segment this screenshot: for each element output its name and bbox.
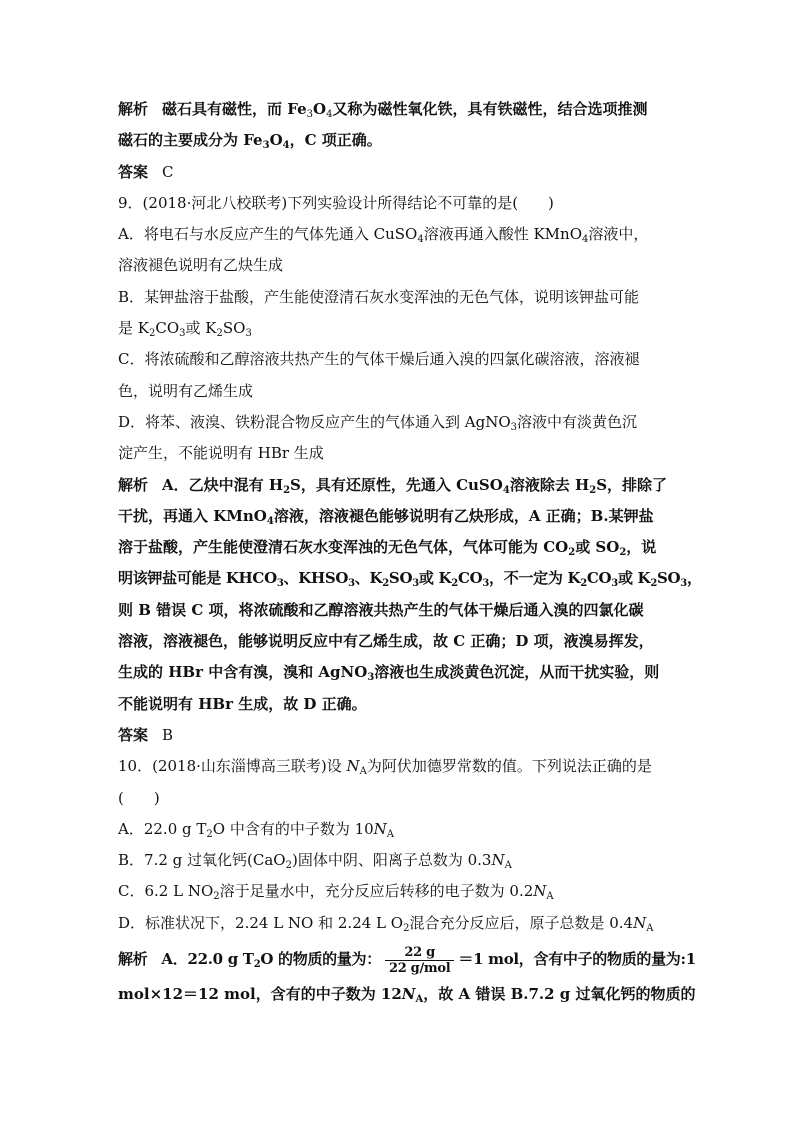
- option-b-cont: 是 $K_2CO_3$或 $K_2SO_3$: [118, 319, 252, 340]
- explanation-line: 干扰，再通入 KMnO$_4$溶液，溶液褪色能够说明有乙炔形成，A 正确；B.某钾盐: [118, 506, 654, 527]
- answer-value: C: [162, 162, 174, 181]
- explanation-line: 不能说明有 HBr 生成，故 D 正确。: [118, 694, 367, 713]
- explanation-line: 解析 A．乙炔中混有 $H_2S$，具有还原性，先通入 CuSO$_4$溶液除去 $H_2S$，排除了: [118, 475, 668, 496]
- option-a: A．22.0 g $T_2O$ 中含有的中子数为 $10N_A$: [118, 819, 395, 840]
- question-stem: 10．(2018·山东淄博高三联考)设 $N_A$为阿伏加德罗常数的值。下列说法正确的是: [118, 757, 652, 778]
- explanation-line: 则 B 错误 C 项，将浓硫酸和乙醇溶液共热产生的气体干燥后通入溴的四氯化碳: [118, 600, 644, 619]
- option-a-cont: 溶液褪色说明有乙炔生成: [118, 256, 284, 275]
- option-d: D．将苯、液溴、铁粉混合物反应产生的气体通入到 AgNO$_3$溶液中有淡黄色沉: [118, 412, 638, 433]
- explanation-label: 解析: [118, 475, 149, 494]
- option-d-cont: 淀产生，不能说明有 HBr 生成: [118, 444, 324, 463]
- answer-line: [118, 157, 678, 188]
- option-d: D．标准状况下，2.24 L NO 和 2.24 L $O_2$混合充分反应后，原子总数是 $0.4N_A$: [118, 913, 654, 934]
- option-b: B．某钾盐溶于盐酸，产生能使澄清石灰水变浑浊的无色气体，说明该钾盐可能: [118, 287, 640, 306]
- explanation-line: 生成的 HBr 中含有溴，溴和 AgNO$_3$溶液也生成淡黄色沉淀，从而干扰实验，则: [118, 663, 660, 684]
- option-a: A．将电石与水反应产生的气体先通入 CuSO$_4$溶液再通入酸性 KMnO$_4$溶液中，: [118, 225, 649, 246]
- explanation-line: 溶液，溶液褪色，能够说明反应中有乙烯生成，故 C 正确；D 项，液溴易挥发，: [118, 632, 654, 651]
- answer-label: 答案: [118, 725, 149, 744]
- option-b: B．7.2 g 过氧化钙(CaO$_2$)固体中阴、阳离子总数为 $0.3N_A$: [118, 851, 512, 872]
- fraction: $\frac{22 g}{\text{22 g/mol}}$: [385, 945, 454, 976]
- question-stem: 9．(2018·河北八校联考)下列实验设计所得结论不可靠的是( ): [118, 193, 554, 212]
- option-c: C．6.2 L $NO_2$溶于足量水中，充分反应后转移的电子数为 $0.2N_A$: [118, 882, 554, 903]
- explanation-line: 解析 磁石具有磁性，而 $Fe_3O_4$又称为磁性氧化铁，具有铁磁性，结合选项推测: [118, 100, 648, 120]
- explanation-line: 解析 A．22.0 g $T_2O$ 的物质的量为： $\frac{22 g}{\text{22 g/mol}}$ ＝1 mol，含有中子的物质的量为:1: [118, 944, 696, 976]
- answer-label: 答案: [118, 162, 149, 181]
- explanation-line: 明该钾盐可能是 $KHCO_3$、$KHSO_3$、$K_2SO_3$或 $K_2CO_3$，不一定为 $K_2CO_3$或 $K_2SO_3$，: [118, 569, 702, 590]
- explanation-label: 解析: [118, 100, 149, 118]
- option-c: C．将浓硫酸和乙醇溶液共热产生的气体干燥后通入溴的四氯化碳溶液，溶液褪: [118, 350, 640, 369]
- document-page: [118, 94, 702, 1010]
- answer-line: [118, 720, 678, 751]
- explanation-line: 溶于盐酸，产生能使澄清石灰水变浑浊的无色气体，气体可能为 $CO_2$或 $SO_2$，说: [118, 538, 657, 559]
- explanation-line: 磁石的主要成分为 $Fe_3O_4$，C 项正确。: [118, 131, 382, 152]
- explanation-line: mol×12＝12 mol，含有的中子数为 $12N_A$，故 A 错误 B.7.2 g 过氧化钙的物质的: [118, 985, 696, 1006]
- option-c-cont: 色，说明有乙烯生成: [118, 381, 254, 400]
- answer-value: B: [162, 725, 174, 744]
- explanation-label: 解析: [118, 950, 148, 969]
- question-stem-cont: ( ): [118, 788, 160, 807]
